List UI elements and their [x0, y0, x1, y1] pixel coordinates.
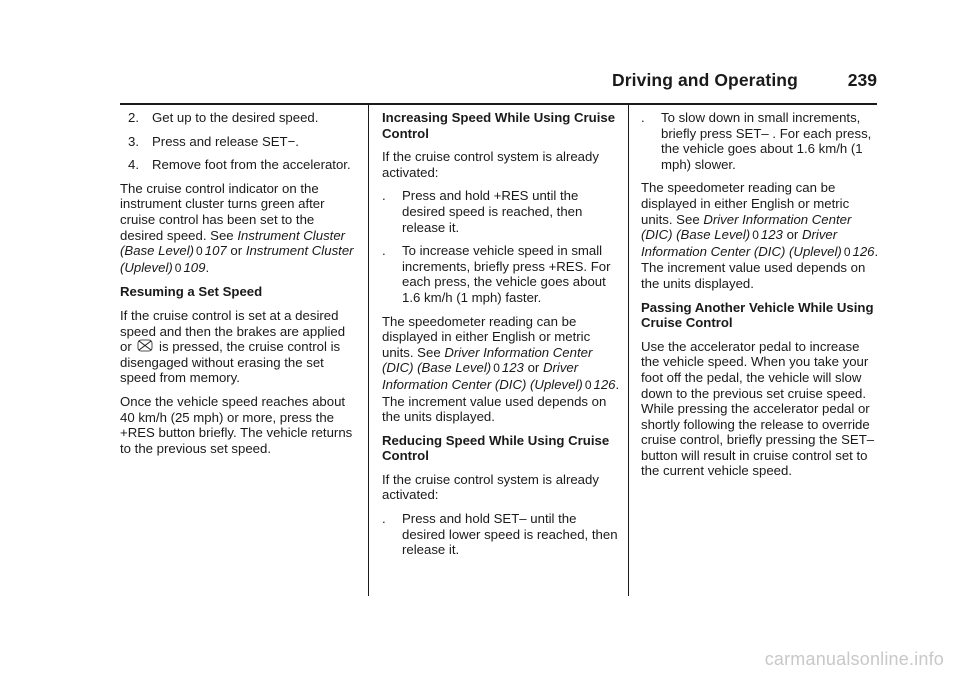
bullet-icon: .	[382, 511, 386, 527]
step-text: Remove foot from the accelerator.	[152, 157, 351, 173]
step-number: 4.	[128, 157, 139, 173]
step-text: Get up to the desired speed.	[152, 110, 319, 125]
passing-paragraph: Use the accelerator pedal to increase the vehicle speed. When you take your foot off the pedal, the vehicle will slow down to the previous set cruise speed. While pressing the accelerator pedal or shortly following the release to override cruise control, briefly pressing the SET– button will result in cruise control set to the current vehicle speed.	[641, 338, 875, 479]
bullet-text: Press and hold SET– until the desired lower speed is reached, then release it.	[402, 511, 618, 558]
section-heading: Passing Another Vehicle While Using Cruise Control	[641, 299, 874, 331]
cross-reference-link[interactable]: Driver Information Center (DIC) (Uplevel)	[641, 227, 842, 259]
column-divider	[368, 105, 369, 596]
bullet-text: Press and hold +RES until the desired speed is reached, then release it.	[402, 188, 583, 235]
page-number: 239	[847, 70, 877, 90]
speedometer-paragraph	[641, 180, 881, 291]
bullet-item	[382, 511, 620, 558]
step-item	[120, 157, 356, 173]
resume-paragraph	[120, 308, 356, 386]
paragraph-text: is pressed, the cruise control is disengaged without erasing the set speed from memory.	[120, 339, 341, 386]
paragraph-text: The speedometer reading can be displayed in either English or metric units. See	[382, 313, 591, 360]
bullet-icon: .	[382, 188, 386, 204]
watermark: carmanualsonline.info	[764, 649, 944, 669]
paragraph-text: The speedometer reading can be displayed in either English or metric units. See	[641, 180, 850, 227]
column-1	[120, 110, 356, 464]
cancel-pedal-icon	[137, 339, 153, 352]
header-rule	[120, 103, 877, 105]
cross-reference-link[interactable]: Driver Information Center (DIC) (Base Level)	[382, 344, 593, 376]
cross-reference-link[interactable]: Instrument Cluster (Base Level)	[120, 227, 346, 259]
page-ref-icon: 0	[196, 244, 203, 259]
paragraph-text: . The increment value used depends on the units displayed.	[641, 243, 879, 291]
paragraph-text: or	[226, 243, 246, 259]
column-2	[382, 110, 620, 566]
page-ref-icon: 0	[174, 260, 182, 275]
paragraph-text: or	[523, 360, 543, 376]
column-divider	[628, 105, 629, 596]
step-text: Press and release SET−.	[152, 133, 299, 149]
bullet-item	[382, 188, 620, 235]
paragraph-text: . The increment value used depends on the units displayed.	[382, 376, 620, 425]
page-reference[interactable]: 126	[852, 243, 875, 259]
paragraph-text: The cruise control indicator on the instrument cluster turns green after cruise control has been set to the desired speed. See	[120, 180, 325, 243]
step-number: 2.	[128, 110, 139, 125]
bullet-item	[382, 243, 620, 305]
once-paragraph: Once the vehicle speed reaches about 40 km/h (25 mph) or more, press the +RES button briefly. The vehicle returns to the previous set speed.	[120, 393, 353, 456]
bullet-icon: .	[382, 243, 386, 259]
section-heading: Reducing Speed While Using Cruise Control	[382, 432, 610, 464]
indicator-paragraph	[120, 181, 356, 277]
section-heading: Increasing Speed While Using Cruise Control	[382, 110, 616, 141]
cross-reference-link[interactable]: Driver Information Center (DIC) (Uplevel)	[382, 360, 583, 392]
intro-paragraph: If the cruise control system is already activated:	[382, 471, 599, 503]
page-ref-icon: 0	[752, 228, 759, 243]
page-reference[interactable]: 109	[183, 259, 206, 275]
page-reference[interactable]: 123	[501, 360, 524, 376]
bullet-text: To slow down in small increments, briefly press SET– . For each press, the vehicle goes about 1.6 km/h (1 mph) slower.	[661, 110, 872, 172]
column-3	[641, 110, 881, 487]
cross-reference-link[interactable]: Driver Information Center (DIC) (Base Level)	[641, 211, 852, 243]
page-ref-icon: 0	[584, 377, 592, 392]
page-ref-icon: 0	[493, 361, 500, 376]
paragraph-text: .	[205, 259, 210, 275]
bullet-item	[641, 110, 881, 172]
step-number: 3.	[128, 133, 139, 149]
section-heading: Resuming a Set Speed	[120, 284, 263, 300]
section-title: Driving and Operating	[612, 70, 798, 90]
page-header	[612, 70, 877, 96]
page-ref-icon: 0	[843, 244, 851, 259]
cross-reference-link[interactable]: Instrument Cluster (Uplevel)	[120, 243, 354, 275]
paragraph-text: or	[782, 227, 802, 243]
paragraph-text: If the cruise control is set at a desired speed and then the brakes are applied or	[120, 307, 346, 355]
step-item	[120, 110, 356, 126]
step-item	[120, 134, 356, 150]
bullet-icon: .	[641, 110, 645, 125]
page-reference[interactable]: 123	[760, 227, 783, 243]
page-reference[interactable]: 107	[204, 243, 227, 259]
bullet-text: To increase vehicle speed in small increments, briefly press +RES. For each press, the vehicle goes about 1.6 km/h (1 mph) faster.	[402, 243, 611, 305]
page-reference[interactable]: 126	[593, 376, 616, 392]
intro-paragraph: If the cruise control system is already activated:	[382, 149, 599, 180]
speedometer-paragraph	[382, 314, 620, 425]
